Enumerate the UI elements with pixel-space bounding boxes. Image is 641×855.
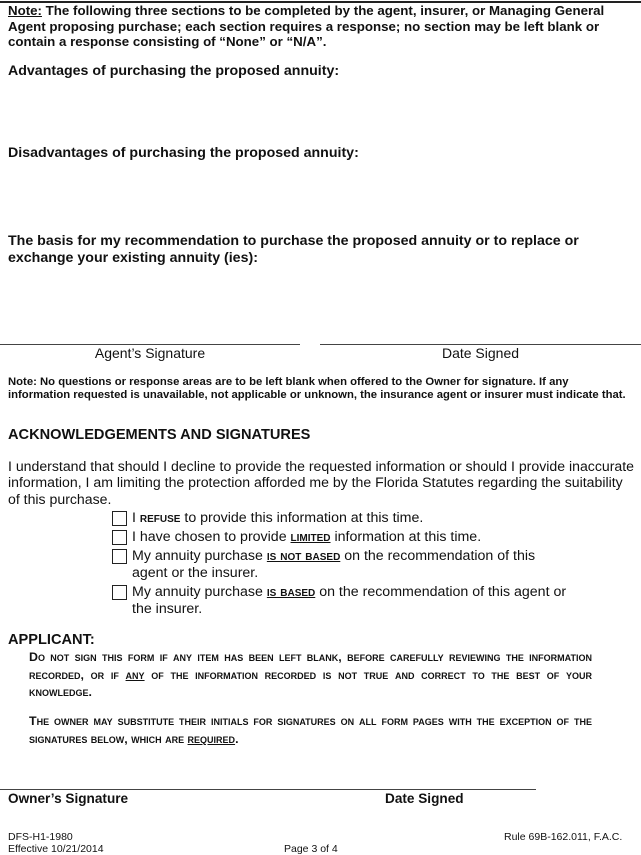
option-based-emph: is based — [266, 584, 316, 600]
option-limited-post: information at this time. — [330, 529, 482, 545]
footer-form-id: DFS-H1-1980 — [8, 831, 73, 843]
option-limited-emph: limited — [290, 529, 331, 545]
option-refuse-post: to provide this information at this time. — [180, 510, 424, 526]
option-limited-pre: I have chosen to provide — [132, 529, 291, 545]
checkbox-based[interactable] — [112, 585, 127, 600]
agent-date-label: Date Signed — [441, 345, 520, 361]
checkbox-not-based[interactable] — [112, 549, 127, 564]
disadvantages-heading: Disadvantages of purchasing the proposed annuity: — [8, 145, 359, 161]
owner-signature-label: Owner’s Signature — [8, 791, 129, 806]
checkbox-limited[interactable] — [112, 530, 127, 545]
option-based-pre: My annuity purchase — [132, 584, 267, 600]
footer-page: Page 3 of 4 — [284, 843, 338, 855]
note-label: Note: — [8, 3, 42, 18]
basis-response-area[interactable] — [8, 270, 633, 340]
option-not-based-pre: My annuity purchase — [132, 548, 267, 564]
footer-rule: Rule 69B-162.011, F.A.C. — [504, 831, 623, 843]
owner-signature-line[interactable] — [0, 789, 536, 790]
note-bottom: Note: No questions or response areas are to be left blank when offered to the Owner for signature. If any information requested is unavailable, not applicable or unknown, the insurance agent or insurer must indicate that. — [8, 376, 626, 402]
option-not-based-post: on the recommendation of this agent or the insurer. — [132, 548, 536, 581]
option-limited[interactable] — [112, 529, 572, 546]
checkbox-refuse[interactable] — [112, 511, 127, 526]
applicant-warning-1: Do not sign this form if any item has been left blank, before carefully reviewing the information recorded, or if any of the information recorded is not true and correct to the best of your knowledge. — [29, 650, 592, 700]
disadvantages-response-area[interactable] — [8, 164, 633, 230]
owner-date-label: Date Signed — [385, 791, 464, 806]
acknowledgement-paragraph: I understand that should I decline to provide the requested information or should I provide inaccurate information, I am limiting the protection afforded me by the Florida Statutes regarding the suitability of this purchase. — [8, 458, 634, 507]
option-not-based-emph: is not based — [266, 548, 341, 564]
option-based-post: on the recommendation of this agent or the insurer. — [132, 584, 567, 617]
acknowledgements-heading: ACKNOWLEDGEMENTS AND SIGNATURES — [8, 427, 311, 443]
option-refuse-emph: refuse — [139, 510, 181, 526]
applicant-warning-2: The owner may substitute their initials for signatures on all form pages with the exception of the signatures below, which are required. — [29, 714, 592, 746]
footer-effective: Effective 10/21/2014 — [8, 843, 104, 855]
option-not-based[interactable] — [112, 548, 562, 582]
applicant-heading: APPLICANT: — [8, 632, 95, 648]
agent-signature-label: Agent’s Signature — [94, 345, 206, 361]
option-based[interactable] — [112, 584, 572, 618]
note-text: The following three sections to be completed by the agent, insurer, or Managing General Agent proposing purchase; each section requires a response; no section may be left blank or contain a response consisting of “None” or “N/A”. — [8, 3, 605, 49]
advantages-heading: Advantages of purchasing the proposed annuity: — [8, 63, 340, 79]
basis-heading: The basis for my recommendation to purchase the proposed annuity or to replace or exchange your existing annuity (ies): — [8, 233, 579, 266]
note-top — [8, 3, 633, 50]
advantages-response-area[interactable] — [8, 82, 633, 142]
option-refuse[interactable] — [112, 510, 572, 527]
option-refuse-pre: I — [132, 510, 140, 526]
